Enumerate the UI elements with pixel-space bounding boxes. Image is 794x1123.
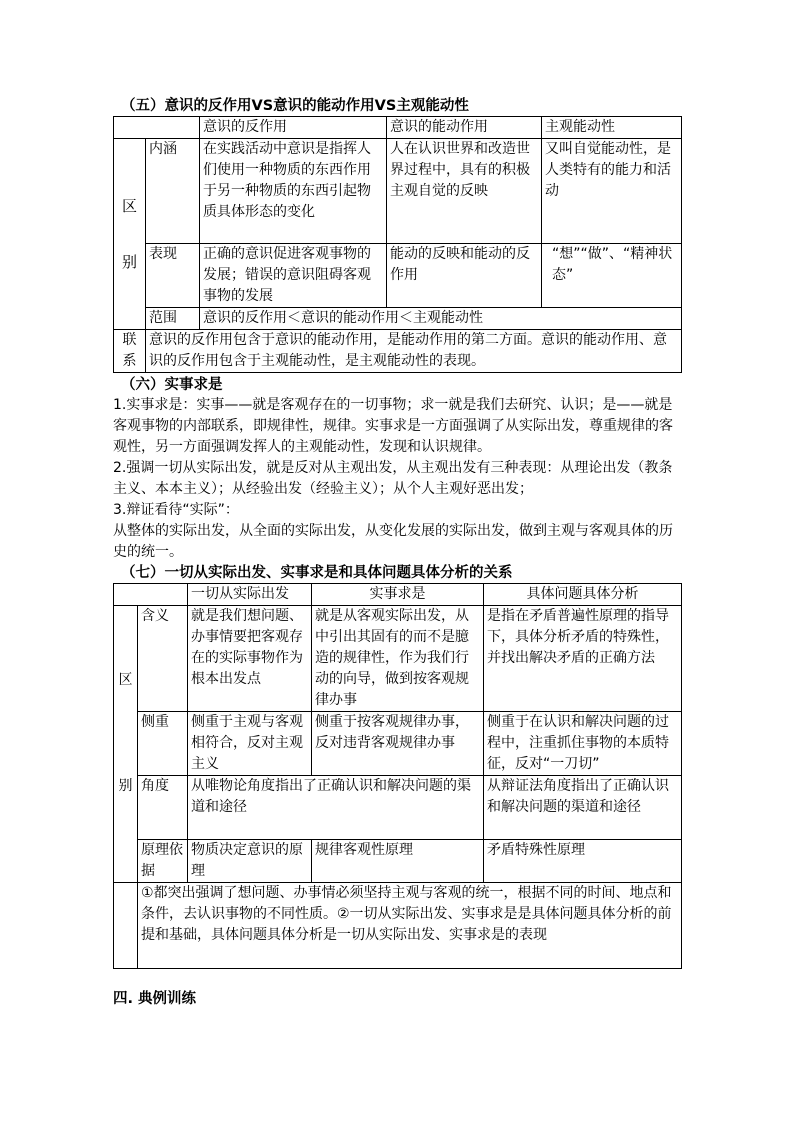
- header-empty-cell: [114, 584, 188, 606]
- table-row-yuanli: [114, 840, 682, 883]
- difference-label-qu: 区: [121, 197, 137, 215]
- difference-label-cell: [114, 139, 146, 330]
- table-row-neihan: [114, 139, 682, 244]
- section-7-title: （七）一切从实际出发、实事求是和具体问题具体分析的关系: [121, 565, 513, 581]
- cell-neihan-initiative: 又叫自觉能动性，是人类特有的能力和活动: [542, 139, 682, 244]
- cell-neihan-reaction: 在实践活动中意识是指挥人们使用一种物质的东西作用于另一种物质的东西引起物质具体形态的变化: [200, 139, 387, 244]
- header-concrete-analysis: 具体问题具体分析: [484, 584, 682, 606]
- row-label-fanwei: 范围: [146, 308, 200, 330]
- table-row-hanyi: [114, 606, 682, 712]
- cell-biaoxian-reaction: 正确的意识促进客观事物的发展；错误的意识阻碍客观事物的发展: [200, 244, 387, 308]
- row-label-biaoxian: 表现: [146, 244, 200, 308]
- cell-yuanli-seek-truth: 规律客观性原理: [312, 840, 484, 883]
- table-row-jiaodu: [114, 776, 682, 840]
- cell-jiaodu-dialectics: 从辩证法角度指出了正确认识和解决问题的渠道和途径: [484, 776, 682, 840]
- summary-empty-cell: [114, 883, 138, 969]
- difference-label-bie: 别: [118, 778, 133, 794]
- header-reaction: 意识的反作用: [200, 117, 387, 139]
- cell-cezhong-concrete-analysis: 侧重于在认识和解决问题的过程中，注重抓住事物的本质特征，反对“一刀切”: [484, 712, 682, 776]
- cell-neihan-active-role: 人在认识世界和改造世界过程中，具有的积极主观自觉的反映: [387, 139, 542, 244]
- row-label-hanyi: 含义: [138, 606, 188, 712]
- cell-cezhong-from-reality: 侧重于主观与客观相符合，反对主观主义: [188, 712, 312, 776]
- table-row-summary: [114, 883, 682, 969]
- cell-cezhong-seek-truth: 侧重于按客观规律办事，反对违背客观规律办事: [312, 712, 484, 776]
- table-header-row: [114, 584, 682, 606]
- seek-truth-relationship-table: [113, 583, 682, 969]
- difference-label-cell: [114, 606, 138, 883]
- connection-label-xi: 系: [122, 353, 137, 369]
- section-6-para-2: 2.强调一切从实际出发，就是反对从主观出发，从主观出发有三种表现：从理论出发（教条主义、本本主义）；从经验出发（经验主义）；从个人主观好恶出发；: [113, 460, 673, 497]
- header-from-reality: 一切从实际出发: [188, 584, 312, 606]
- table-row-biaoxian: [114, 244, 682, 308]
- cell-yuanli-from-reality: 物质决定意识的原理: [188, 840, 312, 883]
- header-empty-cell: [114, 117, 200, 139]
- section-4-title: 四. 典例训练: [113, 991, 197, 1007]
- row-label-jiaodu: 角度: [138, 776, 188, 840]
- row-label-cezhong: 侧重: [138, 712, 188, 776]
- table-header-row: [114, 117, 682, 139]
- difference-label-qu: 区: [118, 672, 133, 688]
- cell-biaoxian-active-role: 能动的反映和能动的反作用: [387, 244, 542, 308]
- table-row-cezhong: [114, 712, 682, 776]
- header-seek-truth: 实事求是: [312, 584, 484, 606]
- cell-hanyi-from-reality: 就是我们想问题、办事情要把客观存在的实际事物作为根本出发点: [188, 606, 312, 712]
- row-label-yuanli: 原理依据: [138, 840, 188, 883]
- page-content: [113, 96, 681, 969]
- consciousness-comparison-table: [113, 116, 682, 373]
- header-active-role: 意识的能动作用: [387, 117, 542, 139]
- table-row-lianxi: [114, 330, 682, 373]
- cell-biaoxian-initiative: “想”“做”、“精神状态”: [542, 244, 682, 308]
- table-row-fanwei: [114, 308, 682, 330]
- cell-fanwei: 意识的反作用＜意识的能动作用＜主观能动性: [200, 308, 682, 330]
- cell-hanyi-concrete-analysis: 是指在矛盾普遍性原理的指导下，具体分析矛盾的特殊性，并找出解决矛盾的正确方法: [484, 606, 682, 712]
- difference-label-bie: 别: [121, 253, 137, 271]
- section-6-para-4: 从整体的实际出发，从全面的实际出发，从变化发展的实际出发，做到主观与客观具体的历史的统一。: [113, 523, 673, 560]
- section-6-title: （六）实事求是: [121, 377, 223, 393]
- cell-hanyi-seek-truth: 就是从客观实际出发，从中引出其固有的而不是臆造的规律性，作为我们行动的向导，做到按客观规律办事: [312, 606, 484, 712]
- section-6-para-1: 1.实事求是：实事——就是客观存在的一切事物；求一就是我们去研究、认识；是——就是客观事物的内部联系，即规律性，规律。实事求是一方面强调了从实际出发，尊重规律的客观性，另一方面强调发挥人的主观能动性，发现和认识规律。: [113, 397, 673, 455]
- section-6-para-3: 3.辩证看待“实际”：: [113, 502, 239, 518]
- connection-label-lian: 联: [122, 332, 137, 348]
- header-subjective-initiative: 主观能动性: [542, 117, 682, 139]
- cell-yuanli-concrete-analysis: 矛盾特殊性原理: [484, 840, 682, 883]
- section-5-title: （五）意识的反作用VS意识的能动作用VS主观能动性: [121, 98, 469, 114]
- cell-lianxi: 意识的反作用包含于意识的能动作用，是能动作用的第二方面。意识的能动作用、意识的反作用包含于主观能动性，是主观能动性的表现。: [146, 330, 682, 373]
- cell-summary: ①都突出强调了想问题、办事情必须坚持主观与客观的统一，根据不同的时间、地点和条件，去认识事物的不同性质。②一切从实际出发、实事求是是具体问题具体分析的前提和基础，具体问题具体分析是一切从实际出发、实事求是的表现: [138, 883, 682, 969]
- cell-jiaodu-materialism: 从唯物论角度指出了正确认识和解决问题的渠道和途径: [188, 776, 484, 840]
- connection-label-cell: [114, 330, 146, 373]
- row-label-neihan: 内涵: [146, 139, 200, 244]
